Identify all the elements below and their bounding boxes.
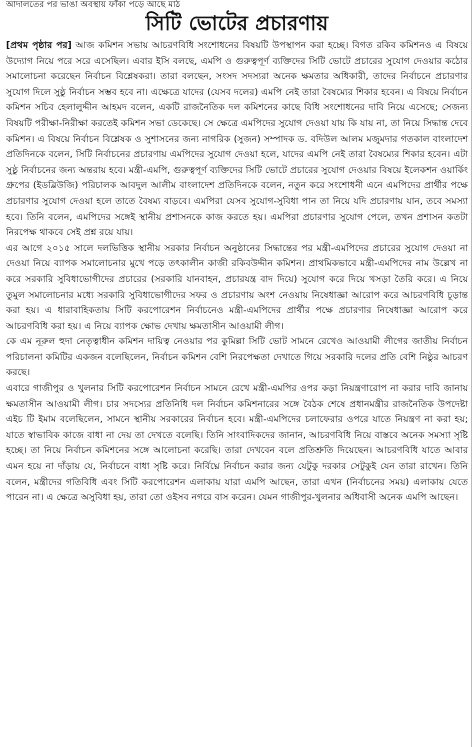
continuation-label: [প্রথম পৃষ্ঠার পর] xyxy=(6,40,72,51)
column-divider xyxy=(471,0,472,747)
article-paragraph: এবারে গাজীপুর ও খুলনার সিটি করপোরেশন নির্বাচন সামনে রেখে মন্ত্রী-এমপির ওপর কড়া নিয়ন্ত্রণারোপ না করার দাবি জানায় ক্ষমতাসীন আওয়ামী লীগ। চার সদস্যের প্রতিনিধি দল নির্বাচন কমিশনারের সঙ্গে বৈঠক শেষে প্রধানমন্ত্রীর রাজনৈতিক উপদেষ্টা এইচ টি ইমাম বলেছিলেন, সামনে স্থানীয় সরকারের নির্বাচন হবে। মন্ত্রী-এমপিদের চলাফেরার ওপরে যাতে নিয়ন্ত্রণ না করা হয়; যাতে স্বাভাবিক কাজে বাধা না দেয় তা দেখতে বলেছি। তিনি সাংবাদিকদের জানান, আচরণবিধি নিয়ে বাস্তবে অনেক সমস্যা সৃষ্টি হচ্ছে। তা নিয়ে নির্বাচন কমিশনের সঙ্গে আলোচনা করেছি। তারা দেখবেন বলে প্রতিশ্রুতি দিয়েছেন। আচরণবিধি যাতে আবার এমন হয়ে না দাঁড়ায় যে, নির্বাচনে বাধা সৃষ্টি করে। নির্বিঘ্নে নির্বাচন করার জন্য যেটুকু দরকার সেটুকুই যেন তারা রাখেন। তিনি বলেন, মন্ত্রীদের গতিবিধি এবং সিটি করপোরেশন এলাকায় যারা এমপি আছেন, তারা এখন (নির্বাচনের সময়) এলাকায় যেতে পারেন না। এ ক্ষেত্রে অসুবিধা হয়, তারা তো ওইসব নগরে বাস করেন। যেমন গাজীপুর-খুলনার অধিবাসী অনেক এমপি আছেন। xyxy=(6,383,468,504)
article-paragraph: এর আগে ২০১৫ সালে দলভিত্তিক স্থানীয় সরকার নির্বাচন অনুষ্ঠানের সিদ্ধান্তের পর মন্ত্রী-এমপিদের প্রচারের সুযোগ দেওয়া না দেওয়া নিয়ে ব্যাপক সমালোচনার মুখে পড়ে তৎকালীন কাজী রকিবউদ্দীন কমিশন। প্রাথমিকভাবে মন্ত্রী-এমপিদের নাম উল্লেখ না করে সরকারি সুবিধাভোগীদের প্রচারের (সরকারি যানবাহন, প্রচারযন্ত্র বাদ দিয়ে) সুযোগ করে দিয়ে খসড়া তৈরি করে। এ নিয়ে তুমুল সমালোচনার মধ্যে সরকারি সুবিধাভোগীদের সফর ও প্রচারণায় অংশ নেওয়ায় নিষেধাজ্ঞা আরোপ করে আচরণবিধি চূড়ান্ত করা হয়। এ ধারাবাহিকতায় সিটি করপোরেশন নির্বাচনেও মন্ত্রী-এমপিদের প্রার্থীর পক্ষে প্রচারণার নিষেধাজ্ঞা আরোপ করে আচরণবিধি করা হয়। এ নিয়ে ব্যাপক ক্ষোভ দেখায় ক্ষমতাসীন আওয়ামী লীগ। xyxy=(6,242,468,332)
article-paragraph xyxy=(6,38,468,241)
article-body xyxy=(6,38,468,743)
article-headline: সিটি ভোটের প্রচারণায় xyxy=(145,11,329,35)
article-paragraph: কে এম নূরুল হুদা নেতৃত্বাধীন কমিশন দায়িত্ব নেওয়ার পর কুমিল্লা সিটি ভোট সামনে রেখেও আওয়ামী লীগের জাতীয় নির্বাচন পরিচালনা কমিটির একজন বলেছিলেন, নির্বাচন কমিশন বেশি নিরপেক্ষতা দেখাতে গিয়ে সরকারি দলের প্রতি বেশি নিষ্ঠুর আচরণ করছে। xyxy=(6,336,468,379)
previous-article-tail: আদালতের পর ভাঙা অবস্থায় ফাঁকা পড়ে আছে মাঠ xyxy=(6,0,181,10)
paragraph-text: আজ কমিশন সভায় আচরণবিধি সংশোধনের বিষয়টি উপস্থাপন করা হচ্ছে। বিগত রকিব কমিশনও এ বিষয়ে উদ্যোগ নিয়ে পরে সরে এসেছিল। এবার ইসি বলছে, এমপি ও গুরুত্বপূর্ণ ব্যক্তিদের সিটি ভোটে প্রচারের সুযোগ দেওয়ার কঠোর সমালোচনা করেছেন নির্বাচন বিশ্লেষকরা। তারা বলছেন, সংসদ সদস্যরা অনেক ক্ষমতার অধিকারী, তাদের নির্বাচনে প্রচারণার সুযোগ দিলে সুষ্ঠু নির্বাচন সম্ভব হবে না। এক্ষেত্রে যাদের (যেসব দলের) এমপি নেই তারা বৈষম্যের শিকার হবেন। এ বিষয়ে নির্বাচন কমিশন সচিব হেলালুদ্দীন আহমদ বলেন, একটি রাজনৈতিক দল কমিশনের কাছে বিধি সংশোধনের দাবি নিয়ে এসেছে; সেজন্য বিষয়টি পরীক্ষা-নিরীক্ষা করতেই কমিশন সভা ডেকেছে। সে ক্ষেত্রে এমপিদের সুযোগ দেওয়া যায় কি যায় না, তা নিয়ে সিদ্ধান্ত দেবে কমিশন। এ বিষয়ে নির্বাচন বিশ্লেষক ও সুশাসনের জন্য নাগরিক (সুজন) সম্পাদক ড. বদিউল আলম মজুমদার গতকাল বাংলাদেশ প্রতিদিনকে বলেন, সিটি নির্বাচনের প্রচারণায় এমপিদের সুযোগ দেওয়া হলে, যাদের এমপি নেই তারা বৈষম্যের শিকার হবেন। এটা সুষ্ঠু নির্বাচনের জন্য অন্তরায় হবে। মন্ত্রী-এমপি, গুরুত্বপূর্ণ ব্যক্তিদের সিটি ভোটে প্রচারের সুযোগ দেওয়ার বিষয়ে ইলেকশন ওয়ার্কিং গ্রুপের (ইডব্লিউজি) পরিচালক আবদুল আলীম বাংলাদেশ প্রতিদিনকে বলেন, নতুন করে সংশোধনী এনে এমপিদের প্রার্থীর পক্ষে প্রচারণার সুযোগ দেওয়া হলে তাতে বৈষম্য বাড়বে। এমপিরা যেসব সুযোগ-সুবিধা পান তা নিয়ে যদি প্রচারণায় যান, তবে সমস্যা হবে। তিনি বলেন, এমপিদের সঙ্গেই স্থানীয় প্রশাসনকে কাজ করতে হয়। এমপিরা প্রচারণার সুযোগ পেলে, তখন প্রশাসন কতটা নিরপেক্ষ থাকবে সেই প্রশ্ন রয়ে যায়। xyxy=(6,40,468,239)
